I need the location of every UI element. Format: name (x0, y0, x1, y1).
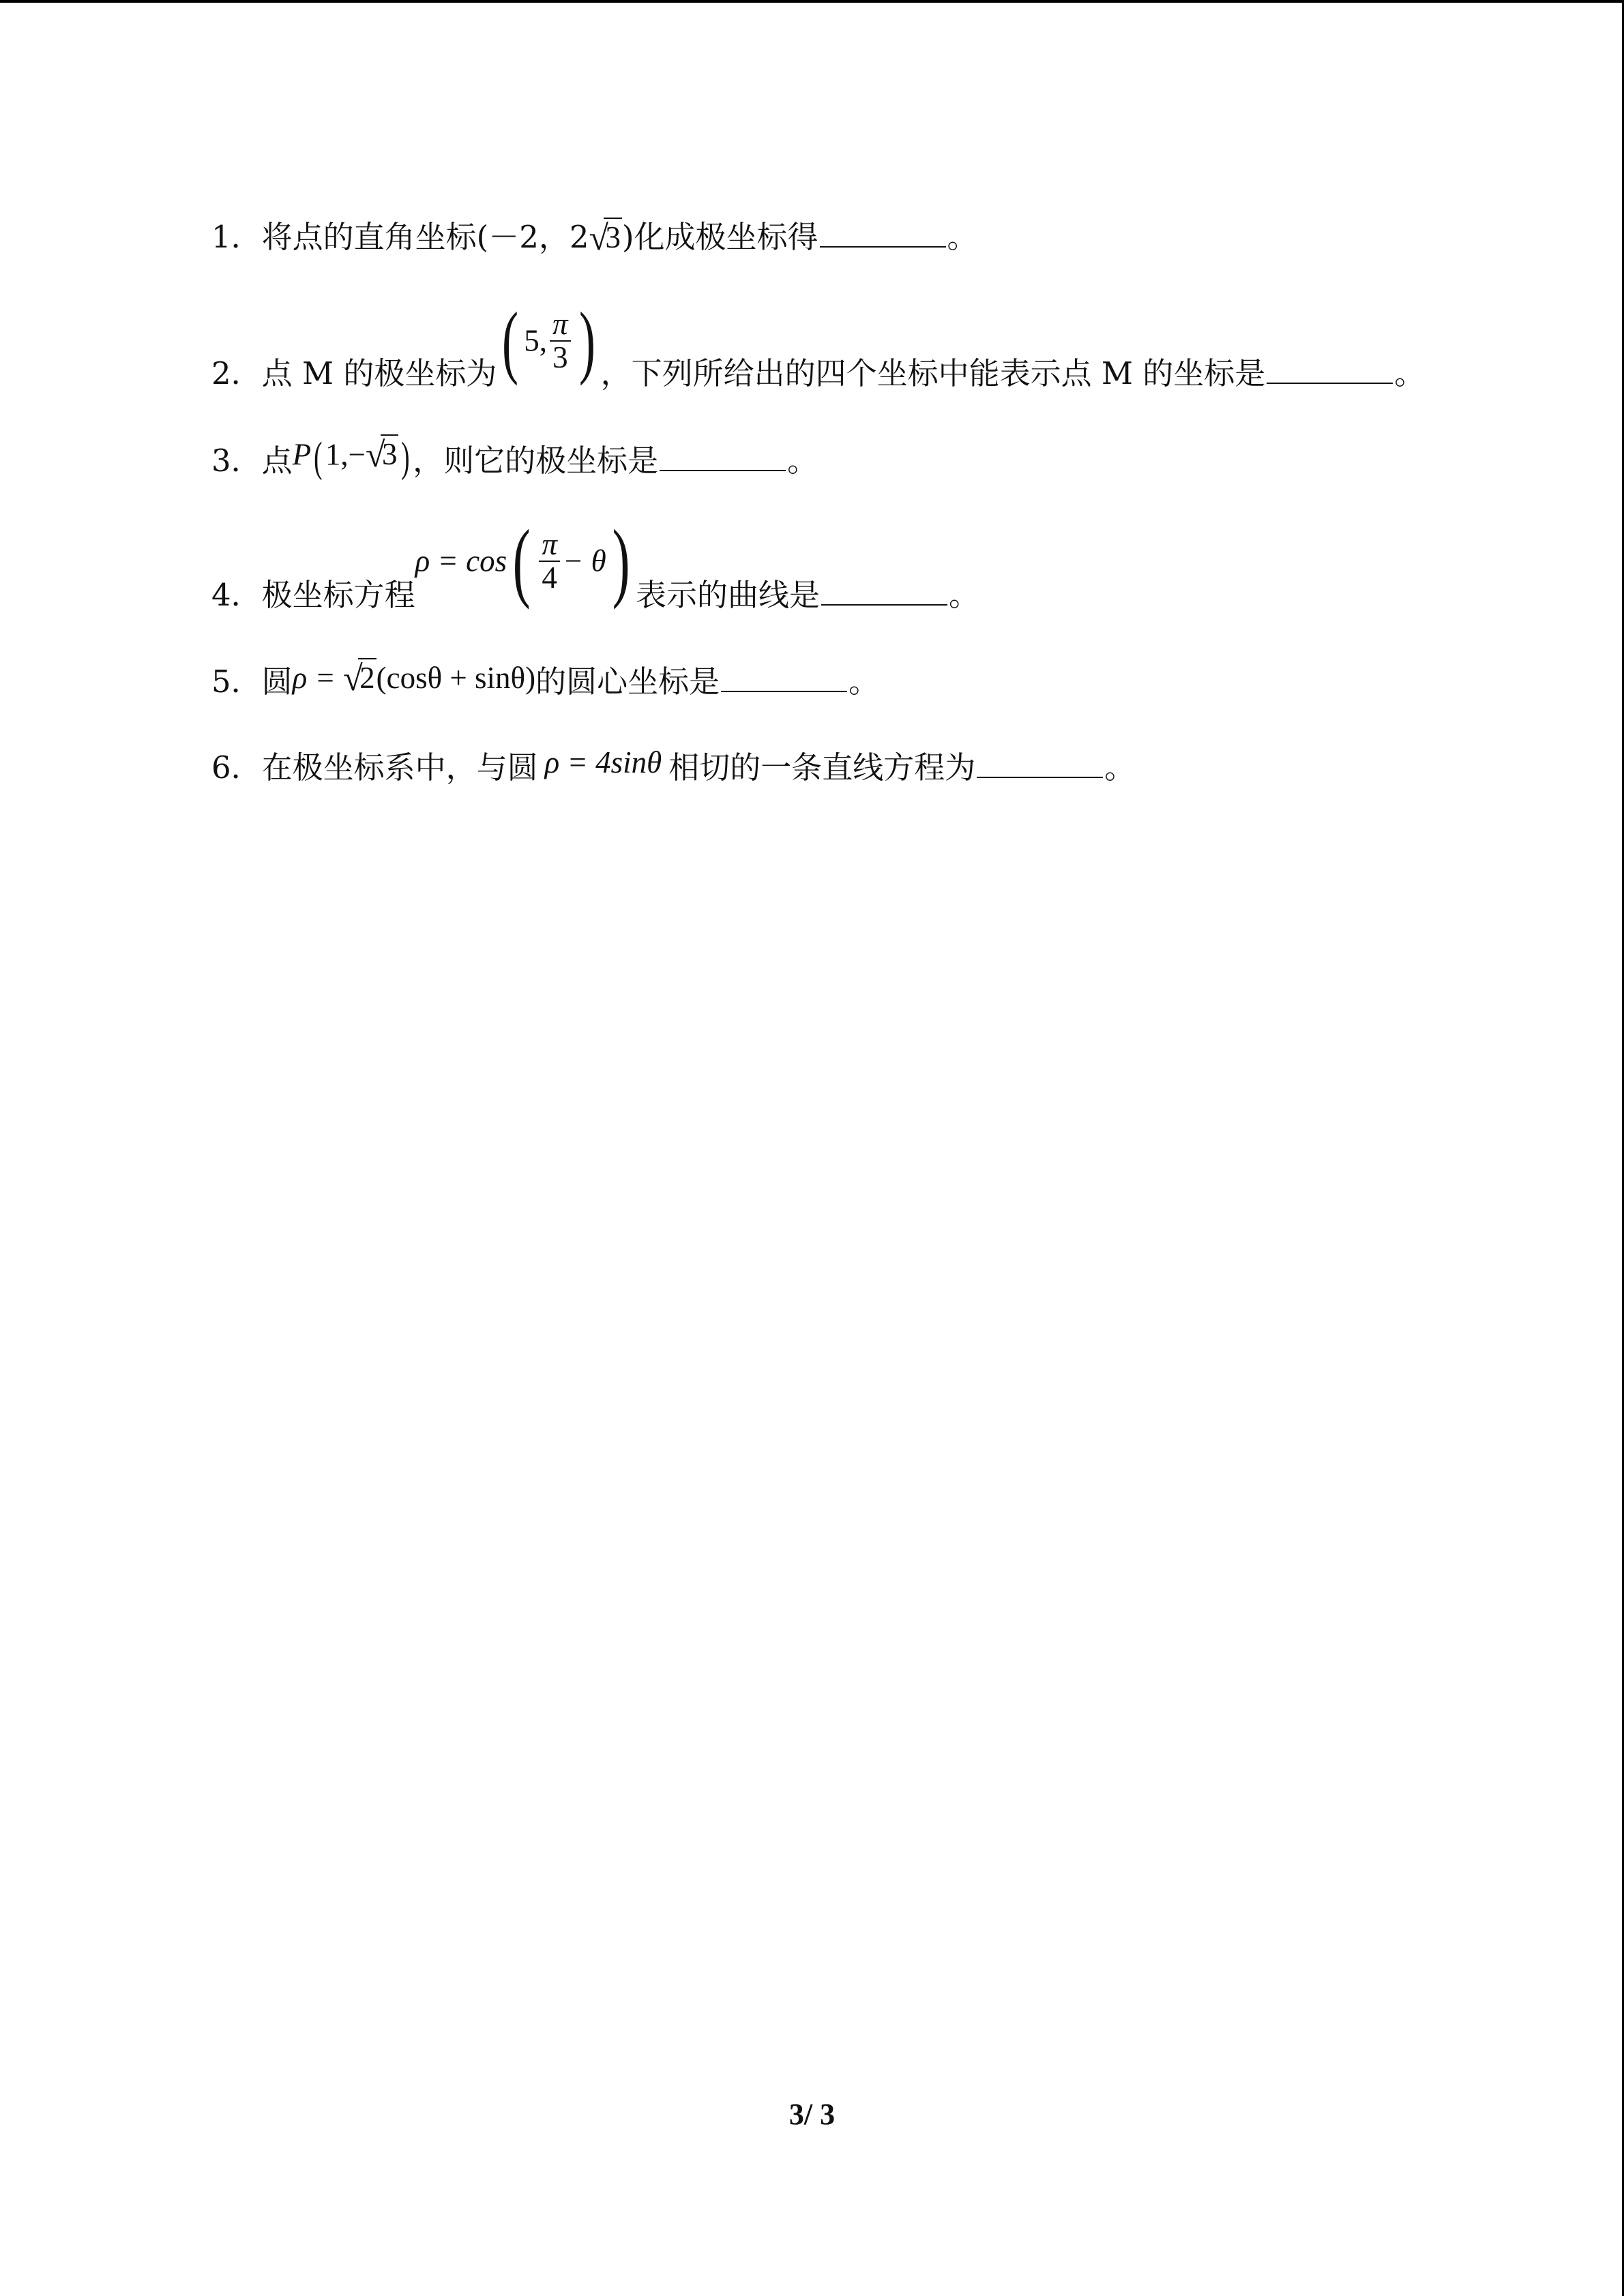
question-text: )化成极坐标得 (621, 219, 818, 255)
denominator: 4 (542, 561, 557, 595)
question-text: ，下列所给出的四个坐标中能表示点 M 的坐标是 (600, 355, 1266, 391)
question-end: 。 (947, 219, 978, 255)
question-end: 。 (848, 664, 880, 700)
point-expression (293, 436, 413, 479)
coord-lead: 5, (524, 323, 548, 358)
radicand: 3 (381, 434, 399, 471)
question-end: 。 (949, 577, 980, 613)
question-text: 的圆心坐标是 (535, 664, 720, 700)
answer-blank[interactable] (977, 775, 1103, 778)
question-4 (211, 512, 980, 613)
question-number: 5． (211, 664, 262, 700)
question-number: 4． (211, 577, 262, 613)
polar-equation (415, 512, 636, 610)
question-1 (211, 219, 978, 258)
question-text: 圆 (261, 664, 293, 700)
coord-inner: 1,− (325, 437, 366, 472)
page-number: 3/ 3 (788, 2098, 836, 2131)
question-text: 在极坐标系中，与圆 (261, 749, 538, 786)
question-6 (211, 745, 1136, 786)
question-text: 极坐标方程 (261, 577, 415, 613)
left-paren: ( (314, 434, 323, 481)
circle-equation (292, 659, 536, 698)
question-number: 1． (211, 219, 262, 255)
numerator: π (550, 308, 571, 342)
question-5 (211, 659, 880, 700)
question-text: 相切的一条直线方程为 (668, 749, 976, 786)
question-2 (211, 295, 1426, 391)
question-end: 。 (787, 443, 818, 479)
numerator: π (539, 528, 560, 562)
radical-sign: √ (589, 219, 609, 258)
sqrt-expression (589, 219, 622, 258)
radical-sign: √ (365, 436, 385, 475)
question-number: 2． (211, 355, 262, 391)
question-end: 。 (1394, 355, 1426, 391)
equation-rhs: (cosθ + sinθ) (376, 661, 536, 695)
question-number: 3． (211, 443, 262, 479)
question-text: 点 (261, 443, 293, 479)
fraction (539, 528, 560, 595)
equation-tail: − θ (562, 543, 606, 578)
question-text: ，则它的极坐标是 (413, 443, 659, 479)
radicand: 3 (604, 218, 622, 254)
question-text: 表示的曲线是 (635, 577, 820, 613)
fraction (550, 308, 571, 374)
sqrt-expression (365, 436, 399, 475)
left-paren: ( (512, 512, 531, 610)
answer-blank[interactable] (1267, 381, 1393, 384)
right-paren: ) (401, 434, 410, 481)
equation-lhs: ρ = (292, 661, 344, 695)
circle-equation: ρ = 4sinθ (544, 745, 662, 779)
question-end: 。 (1104, 749, 1136, 786)
question-3 (211, 436, 818, 479)
page-top-border (0, 0, 1624, 3)
question-text: 点 M 的极坐标为 (261, 355, 497, 391)
answer-blank[interactable] (660, 468, 786, 471)
left-paren: ( (502, 295, 519, 386)
polar-coordinate (497, 295, 600, 386)
answer-blank[interactable] (820, 245, 946, 248)
sqrt-expression (343, 659, 377, 698)
right-paren: ) (612, 512, 630, 610)
point-name: P (292, 437, 312, 472)
answer-blank[interactable] (821, 603, 947, 606)
radicand: 2 (358, 658, 377, 695)
radical-sign: √ (343, 659, 363, 698)
denominator: 3 (552, 340, 568, 374)
right-paren: ) (578, 295, 595, 386)
answer-blank[interactable] (721, 689, 847, 692)
question-text: 将点的直角坐标(－2，2 (261, 219, 589, 255)
question-number: 6． (211, 749, 262, 786)
equation-lhs: ρ = cos (415, 543, 507, 578)
